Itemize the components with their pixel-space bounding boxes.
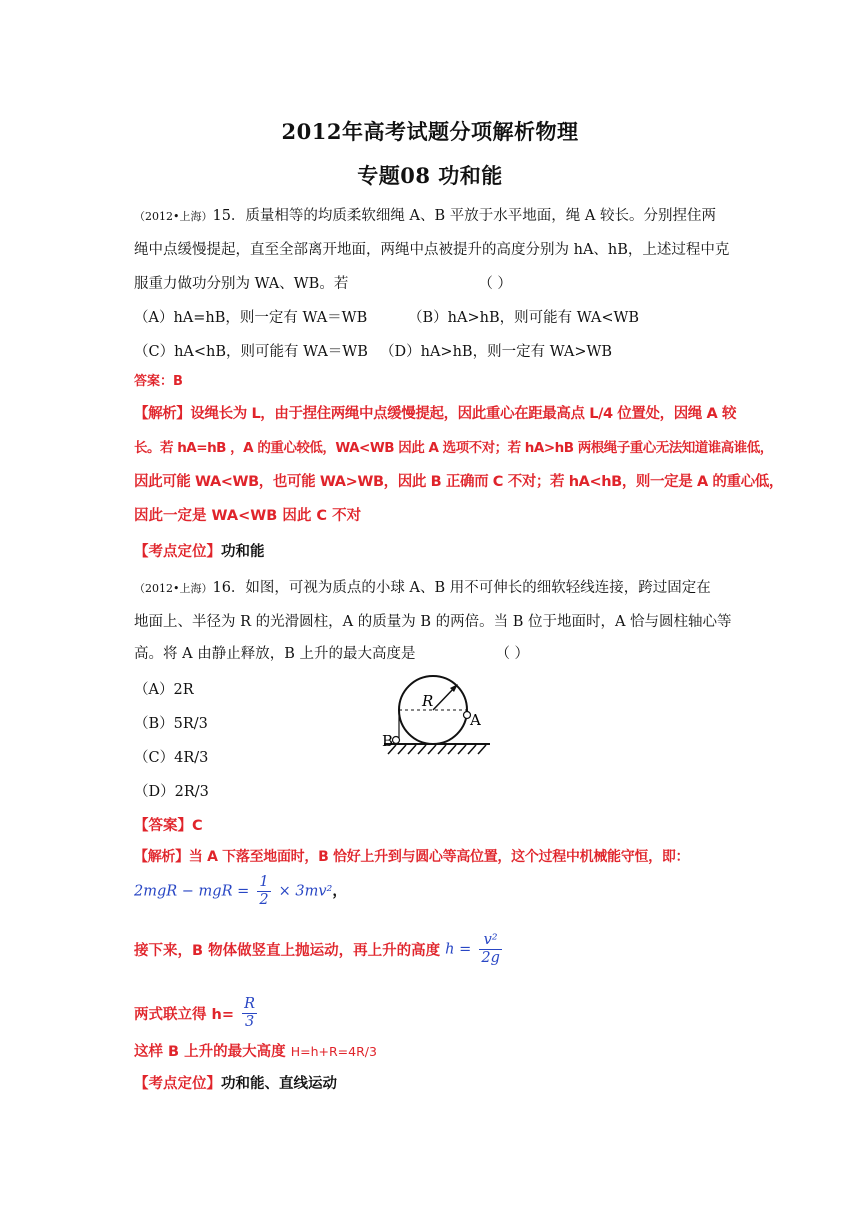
q15-analysis-3: 因此可能 WA<WB，也可能 WA>WB，因此 B 正确而 C 不对；若 hA<hB，则一定是 A 的重心低， (134, 474, 783, 490)
eq1-frac-den: 2 (259, 892, 269, 908)
q16-analysis-2-line (134, 932, 505, 967)
q16-analysis-1: 【解析】当 A 下落至地面时，B 恰好上升到与圆心等高位置，这个过程中机械能守恒，即： (134, 849, 690, 865)
q15-option-d: （D）hA>hB，则一定有 WA>WB (380, 344, 613, 360)
q15-analysis-2: 长。若 hA=hB ，A 的重心较低，WA<WB 因此 A 选项不对；若 hA>hB 两根绳子重心无法知道谁高谁低， (134, 440, 773, 456)
label-r: R (422, 692, 434, 710)
q16-source: （2012•上海） (134, 582, 213, 595)
q16-stem-2: 地面上、半径为 R 的光滑圆柱，A 的质量为 B 的两倍。当 B 位于地面时，A 恰与圆柱轴心等 (134, 614, 732, 630)
q16-stem-3: 高。将 A 由静止释放，B 上升的最大高度是 (134, 646, 416, 662)
q16-answer: 【答案】C (134, 818, 203, 834)
q16-topic (134, 1072, 337, 1093)
q15-option-b: （B）hA>hB，则可能有 WA<WB (408, 310, 640, 326)
q15-answer: 答案：B (134, 374, 183, 389)
q15-answer-paren: （ ） (478, 276, 512, 292)
eq3-frac-den: 3 (244, 1014, 255, 1030)
page-subtitle: 专题08 功和能 (357, 163, 503, 188)
q16-option-a: （A）2R (134, 682, 194, 698)
page-title: 2012年高考试题分项解析物理 (281, 119, 579, 144)
eq1-left: 2mgR − mgR = (134, 883, 250, 900)
eq2-frac-den: 2g (481, 950, 500, 966)
q15-option-c: （C）hA<hB，则可能有 WA＝WB (134, 344, 368, 360)
q15-stem-1: 15．质量相等的均质柔软细绳 A、B 平放于水平地面，绳 A 较长。分别捏住两 (212, 208, 716, 224)
eq3-fraction (242, 996, 257, 1031)
q15-analysis-1: 【解析】设绳长为 L，由于捏住两绳中点缓慢提起，因此重心在距最高点 L/4 位置处，因绳 A 较 (134, 406, 737, 422)
q16-answer-paren: （ ） (495, 646, 530, 662)
eq1-fraction (257, 874, 270, 909)
q15-option-a: （A）hA=hB，则一定有 WA＝WB (134, 310, 368, 326)
q16-equation-1 (134, 874, 347, 909)
q15-topic (134, 540, 265, 561)
q16-line1 (134, 576, 711, 597)
q16-option-b: （B）5R/3 (134, 716, 208, 732)
q15-stem-2: 绳中点缓慢提起，直至全部离开地面，两绳中点被提升的高度分别为 hA、hB，上述过程中克 (134, 242, 730, 258)
q16-topic-value: 功和能、直线运动 (221, 1076, 337, 1092)
q16-analysis-4-line (134, 1040, 377, 1061)
q16-analysis-3: 两式联立得 h= (134, 1007, 235, 1023)
ball-b (393, 737, 400, 744)
ground-hatching (388, 745, 486, 754)
label-a: A (470, 711, 481, 729)
eq2-fraction (479, 932, 502, 967)
q16-analysis-3-line (134, 996, 260, 1031)
q16-option-d: （D）2R/3 (134, 784, 209, 800)
q16-stem-1: 16．如图，可视为质点的小球 A、B 用不可伸长的细软轻线连接，跨过固定在 (212, 580, 711, 596)
eq1-frac-num: 1 (259, 874, 269, 890)
q15-analysis-4: 因此一定是 WA<WB 因此 C 不对 (134, 508, 362, 524)
q16-analysis-4-value: H=h+R=4R/3 (290, 1044, 377, 1059)
cylinder-figure (382, 668, 492, 760)
q15-stem-3: 服重力做功分别为 WA、WB。若 (134, 276, 349, 292)
q15-topic-value: 功和能 (221, 544, 265, 560)
q15-line1 (134, 204, 716, 225)
eq3-frac-num: R (244, 996, 256, 1012)
q15-line3 (134, 272, 512, 293)
q15-topic-label: 【考点定位】 (134, 544, 221, 560)
q16-analysis-4: 这样 B 上升的最大高度 (134, 1044, 286, 1060)
eq1-right: × 3mv² (278, 883, 333, 900)
q16-topic-label: 【考点定位】 (134, 1076, 221, 1092)
q15-source: （2012•上海） (134, 210, 213, 223)
q16-line3 (134, 642, 529, 663)
eq2-left: h = (445, 941, 472, 958)
eq2-frac-num: v² (479, 932, 502, 950)
eq1-tail: ， (332, 883, 347, 900)
q16-option-c: （C）4R/3 (134, 750, 209, 766)
label-b: B (382, 732, 394, 750)
q16-analysis-2: 接下来，B 物体做竖直上抛运动，再上升的高度 (134, 943, 441, 959)
